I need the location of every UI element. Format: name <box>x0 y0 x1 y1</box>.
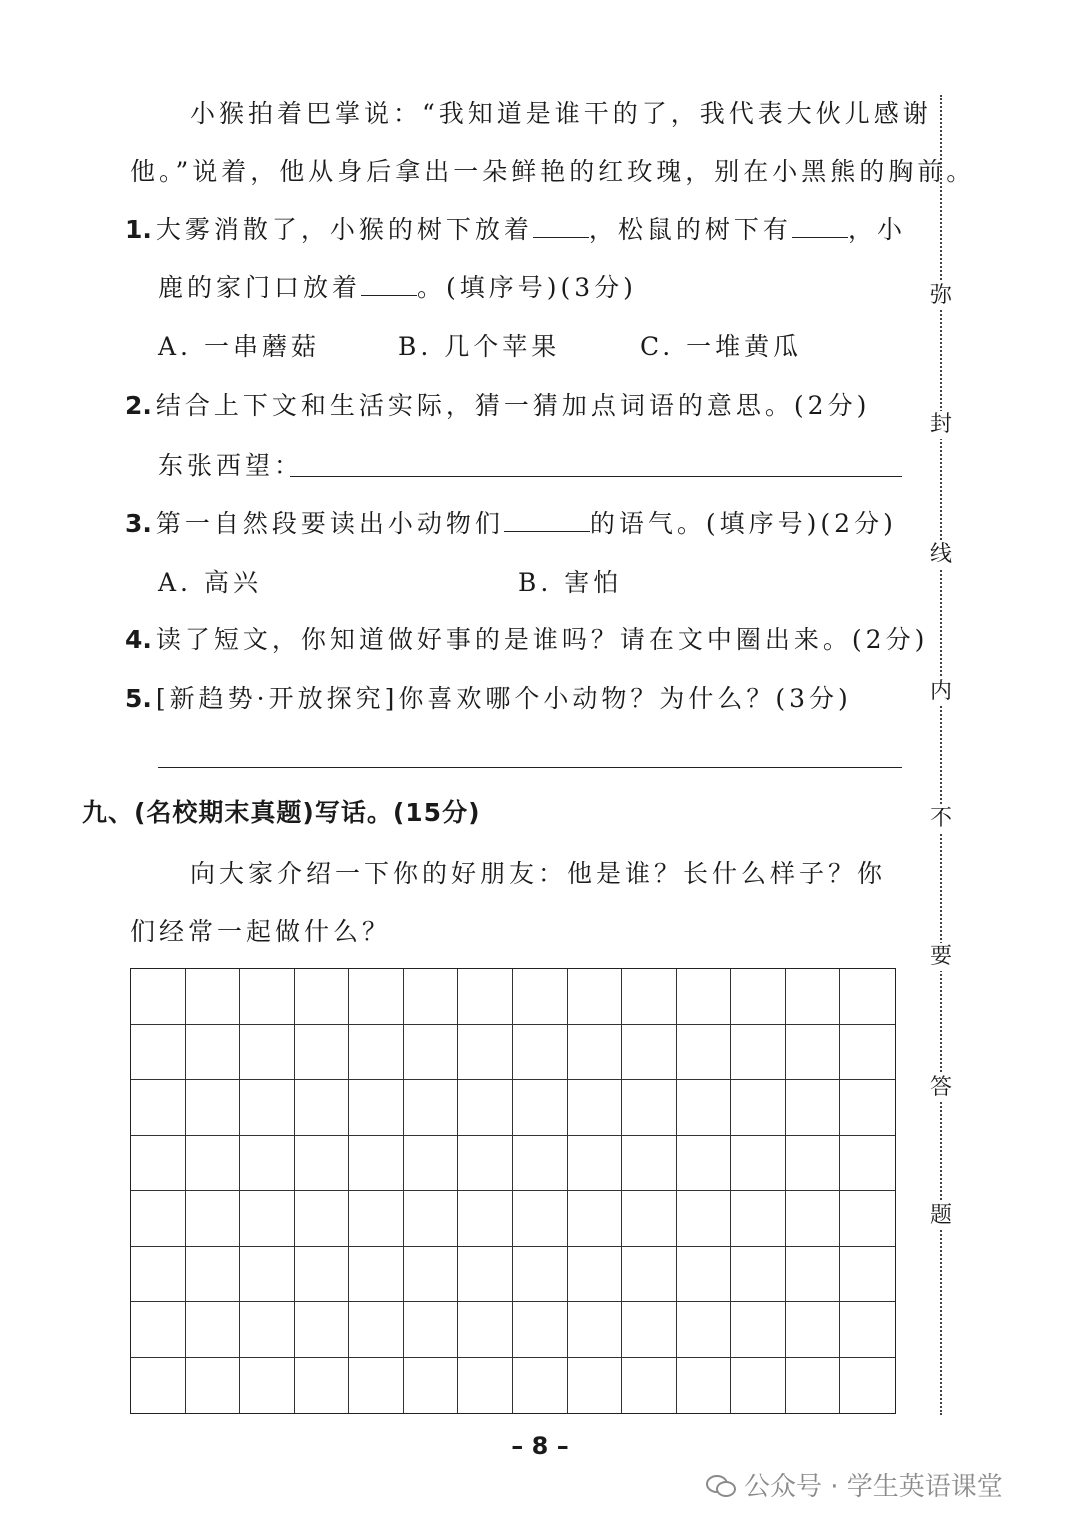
grid-cell[interactable] <box>568 1025 623 1081</box>
grid-cell[interactable] <box>840 1302 895 1358</box>
grid-cell[interactable] <box>513 1191 568 1247</box>
question-2 <box>125 386 870 422</box>
grid-cell[interactable] <box>240 1025 295 1081</box>
grid-cell[interactable] <box>731 1025 786 1081</box>
question-1-cont <box>158 268 637 304</box>
grid-cell[interactable] <box>131 1136 186 1192</box>
grid-cell[interactable] <box>731 1247 786 1303</box>
grid-cell[interactable] <box>131 1191 186 1247</box>
grid-cell[interactable] <box>786 969 841 1025</box>
grid-cell[interactable] <box>295 969 350 1025</box>
grid-cell[interactable] <box>240 1136 295 1192</box>
question-number: 5. <box>125 684 152 713</box>
grid-cell[interactable] <box>186 1025 241 1081</box>
grid-cell[interactable] <box>786 1358 841 1414</box>
grid-cell[interactable] <box>240 1191 295 1247</box>
grid-cell[interactable] <box>186 1247 241 1303</box>
answer-blank[interactable] <box>533 215 589 238</box>
grid-cell[interactable] <box>840 1191 895 1247</box>
passage-line-1: 小猴拍着巴掌说：“我知道是谁干的了，我代表大伙儿感谢 <box>190 99 932 128</box>
seal-char: 不 <box>924 805 958 833</box>
grid-cell[interactable] <box>240 1358 295 1414</box>
grid-cell[interactable] <box>731 1191 786 1247</box>
grid-cell[interactable] <box>677 1247 732 1303</box>
grid-cell[interactable] <box>186 1302 241 1358</box>
answer-blank[interactable] <box>361 273 417 296</box>
grid-cell[interactable] <box>840 1080 895 1136</box>
question-text: ，松鼠的树下有 <box>588 215 792 244</box>
grid-cell[interactable] <box>568 1191 623 1247</box>
option-b: B. 几个苹果 <box>398 332 561 361</box>
writing-grid[interactable] <box>130 968 896 1414</box>
grid-cell[interactable] <box>786 1302 841 1358</box>
section-title: 九、(名校期末真题)写话。(15分) <box>82 798 481 827</box>
grid-cell[interactable] <box>840 969 895 1025</box>
watermark-text: 公众号 · 学生英语课堂 <box>744 1472 1003 1502</box>
grid-cell[interactable] <box>622 1025 677 1081</box>
grid-cell[interactable] <box>786 1136 841 1192</box>
grid-cell[interactable] <box>513 1025 568 1081</box>
answer-line[interactable] <box>158 767 902 768</box>
grid-cell[interactable] <box>295 1358 350 1414</box>
wechat-icon <box>706 1473 736 1497</box>
grid-cell[interactable] <box>458 1025 513 1081</box>
question-text: 结合上下文和生活实际，猜一猜加点词语的意思。(2分) <box>155 391 871 420</box>
seal-char: 封 <box>924 411 958 439</box>
writing-prompt-line-2: 们经常一起做什么？ <box>130 917 392 946</box>
question-text: 的语气。(填序号)(2分) <box>589 509 897 538</box>
grid-cell[interactable] <box>295 1080 350 1136</box>
grid-cell[interactable] <box>731 1302 786 1358</box>
grid-cell[interactable] <box>295 1302 350 1358</box>
grid-cell[interactable] <box>186 969 241 1025</box>
grid-cell[interactable] <box>513 1080 568 1136</box>
grid-cell[interactable] <box>458 1302 513 1358</box>
option-b: B. 害怕 <box>518 568 623 597</box>
grid-cell[interactable] <box>131 1025 186 1081</box>
seal-char: 要 <box>924 943 958 971</box>
question-text: ，小 <box>847 215 906 244</box>
grid-cell[interactable] <box>568 1302 623 1358</box>
grid-cell[interactable] <box>622 1136 677 1192</box>
grid-cell[interactable] <box>786 1025 841 1081</box>
question-text: 第一自然段要读出小动物们 <box>155 509 504 538</box>
grid-cell[interactable] <box>622 1302 677 1358</box>
grid-cell[interactable] <box>404 1080 459 1136</box>
grid-cell[interactable] <box>731 1080 786 1136</box>
grid-cell[interactable] <box>513 1358 568 1414</box>
grid-cell[interactable] <box>295 1247 350 1303</box>
grid-cell[interactable] <box>622 969 677 1025</box>
grid-cell[interactable] <box>568 1136 623 1192</box>
question-5 <box>125 679 852 715</box>
question-text: 鹿的家门口放着 <box>158 273 362 302</box>
grid-cell[interactable] <box>513 969 568 1025</box>
grid-cell[interactable] <box>622 1247 677 1303</box>
grid-cell[interactable] <box>458 1080 513 1136</box>
grid-cell[interactable] <box>131 1302 186 1358</box>
grid-cell[interactable] <box>131 1247 186 1303</box>
grid-cell[interactable] <box>295 1136 350 1192</box>
question-number: 4. <box>125 625 152 654</box>
grid-cell[interactable] <box>840 1136 895 1192</box>
grid-cell[interactable] <box>404 1358 459 1414</box>
grid-cell[interactable] <box>295 1191 350 1247</box>
grid-cell[interactable] <box>513 1247 568 1303</box>
seal-char: 内 <box>924 678 958 706</box>
grid-cell[interactable] <box>349 1191 404 1247</box>
seal-line <box>922 95 962 1415</box>
grid-cell[interactable] <box>677 1191 732 1247</box>
question-number: 2. <box>125 391 152 420</box>
grid-cell[interactable] <box>131 969 186 1025</box>
grid-cell[interactable] <box>349 1136 404 1192</box>
question-4 <box>125 620 928 656</box>
writing-prompt-line-1: 向大家介绍一下你的好朋友：他是谁？长什么样子？你 <box>190 859 887 888</box>
grid-cell[interactable] <box>404 1191 459 1247</box>
option-a: A. 高兴 <box>158 568 262 597</box>
grid-cell[interactable] <box>840 1358 895 1414</box>
grid-cell[interactable] <box>677 1080 732 1136</box>
grid-cell[interactable] <box>186 1191 241 1247</box>
grid-cell[interactable] <box>458 1358 513 1414</box>
grid-cell[interactable] <box>622 1358 677 1414</box>
grid-cell[interactable] <box>404 1302 459 1358</box>
grid-cell[interactable] <box>349 969 404 1025</box>
grid-cell[interactable] <box>186 1080 241 1136</box>
grid-cell[interactable] <box>677 1025 732 1081</box>
page-number: – 8 – <box>511 1432 569 1460</box>
grid-cell[interactable] <box>677 1136 732 1192</box>
seal-char: 弥 <box>924 282 958 310</box>
grid-cell[interactable] <box>458 1247 513 1303</box>
grid-cell[interactable] <box>786 1191 841 1247</box>
grid-cell[interactable] <box>568 969 623 1025</box>
question-number: 3. <box>125 509 152 538</box>
grid-cell[interactable] <box>840 1025 895 1081</box>
seal-char: 题 <box>924 1202 958 1230</box>
question-3 <box>125 504 897 540</box>
grid-cell[interactable] <box>131 1358 186 1414</box>
word-label: 东张西望： <box>158 451 304 480</box>
grid-cell[interactable] <box>677 1358 732 1414</box>
grid-cell[interactable] <box>295 1025 350 1081</box>
passage-line-2: 他。”说着，他从身后拿出一朵鲜艳的红玫瑰，别在小黑熊的胸前。 <box>130 157 976 186</box>
grid-cell[interactable] <box>240 1302 295 1358</box>
grid-cell[interactable] <box>786 1247 841 1303</box>
grid-cell[interactable] <box>568 1080 623 1136</box>
grid-cell[interactable] <box>404 1247 459 1303</box>
grid-cell[interactable] <box>622 1191 677 1247</box>
grid-cell[interactable] <box>349 1302 404 1358</box>
grid-cell[interactable] <box>731 1358 786 1414</box>
option-a: A. 一串蘑菇 <box>158 332 320 361</box>
grid-cell[interactable] <box>349 1247 404 1303</box>
grid-cell[interactable] <box>731 1136 786 1192</box>
grid-cell[interactable] <box>513 1302 568 1358</box>
answer-blank[interactable] <box>792 215 848 238</box>
grid-cell[interactable] <box>786 1080 841 1136</box>
question-number: 1. <box>125 215 152 244</box>
grid-cell[interactable] <box>731 969 786 1025</box>
grid-cell[interactable] <box>404 1025 459 1081</box>
question-text: 读了短文，你知道做好事的是谁吗？请在文中圈出来。(2分) <box>155 625 929 654</box>
seal-char: 答 <box>924 1074 958 1102</box>
grid-cell[interactable] <box>458 1136 513 1192</box>
grid-cell[interactable] <box>349 1080 404 1136</box>
grid-cell[interactable] <box>568 1247 623 1303</box>
grid-cell[interactable] <box>677 1302 732 1358</box>
grid-cell[interactable] <box>349 1358 404 1414</box>
grid-cell[interactable] <box>404 1136 459 1192</box>
option-c: C. 一堆黄瓜 <box>640 332 803 361</box>
grid-cell[interactable] <box>186 1358 241 1414</box>
grid-cell[interactable] <box>568 1358 623 1414</box>
grid-cell[interactable] <box>404 969 459 1025</box>
grid-cell[interactable] <box>240 1247 295 1303</box>
watermark <box>706 1466 1003 1503</box>
grid-cell[interactable] <box>458 969 513 1025</box>
grid-cell[interactable] <box>240 969 295 1025</box>
grid-cell[interactable] <box>458 1191 513 1247</box>
grid-cell[interactable] <box>131 1080 186 1136</box>
grid-cell[interactable] <box>677 969 732 1025</box>
answer-line[interactable] <box>290 476 902 477</box>
question-1 <box>125 210 906 246</box>
question-text: 。(填序号)(3分) <box>417 273 637 302</box>
grid-cell[interactable] <box>186 1136 241 1192</box>
grid-cell[interactable] <box>349 1025 404 1081</box>
grid-cell[interactable] <box>622 1080 677 1136</box>
grid-cell[interactable] <box>513 1136 568 1192</box>
grid-cell[interactable] <box>240 1080 295 1136</box>
question-text: 大雾消散了，小猴的树下放着 <box>155 215 533 244</box>
question-text: [新趋势·开放探究]你喜欢哪个小动物？为什么？(3分) <box>155 684 852 713</box>
answer-blank[interactable] <box>504 509 590 532</box>
grid-cell[interactable] <box>840 1247 895 1303</box>
seal-char: 线 <box>924 541 958 569</box>
